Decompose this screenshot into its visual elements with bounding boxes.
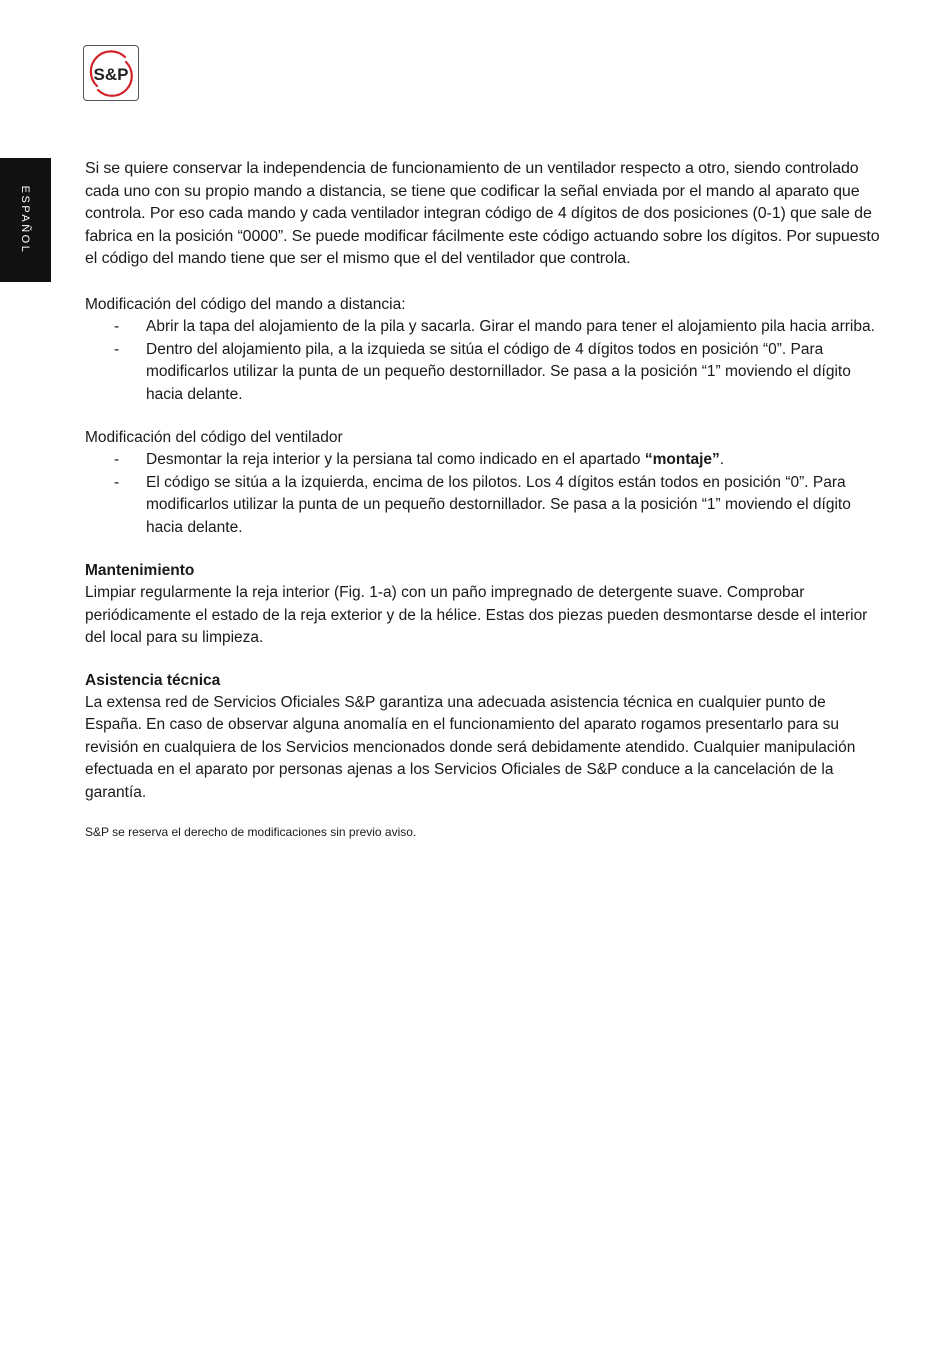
- list-dash: -: [114, 318, 120, 336]
- maintenance-title: Mantenimiento: [85, 562, 195, 580]
- list-item: [85, 339, 880, 406]
- list-item-text: Desmontar la reja interior y la persiana tal como indicado en el apartado: [146, 451, 645, 469]
- list-dash: -: [114, 473, 120, 491]
- maintenance-section: [85, 560, 880, 650]
- list-dash: -: [114, 451, 120, 469]
- intro-paragraph: Si se quiere conservar la independencia de funcionamiento de un ventilador respecto a otro, siendo controlado cada uno con su propio mando a distancia, se tiene que codificar la señal enviada por el mando al aparato que controla. Por eso cada mando y cada ventilador integran código de 4 dígitos de dos posiciones (0-1) que sale de fabrica en la posición “0000”. Se puede modificar fácilmente este código actuando sobre los dígitos. Por supuesto el código del mando tiene que ser el mismo que el del ventilador que controla.: [85, 160, 880, 268]
- list-dash: -: [114, 340, 120, 358]
- list-item: [85, 316, 880, 338]
- logo-text: S&P: [93, 65, 129, 84]
- logo-mark-icon: [84, 46, 138, 100]
- list-item-text: Dentro del alojamiento pila, a la izquieda se sitúa el código de 4 dígitos todos en posición “0”. Para modificarlos utilizar la punta de un pequeño destornillador. Se pasa a la posición “1” moviendo el dígito hacia delante.: [146, 340, 851, 403]
- support-section: [85, 670, 880, 804]
- language-tab: [0, 158, 51, 282]
- list-item: [85, 449, 880, 471]
- list-item-text-end: .: [719, 451, 725, 469]
- support-body: La extensa red de Servicios Oficiales S&P garantiza una adecuada asistencia técnica en cualquier punto de España. En caso de observar alguna anomalía en el funcionamiento del aparato rogamos presentarlo para su revisión en cualquiera de los Servicios mencionados donde será debidamente atendido. Cualquier manipulación efectuada en el aparato por personas ajenas a los Servicios Oficiales de S&P conduce a la cancelación de la garantía.: [85, 694, 856, 801]
- montaje-reference: “montaje”: [644, 451, 720, 469]
- language-tab-label: ESPAÑOL: [19, 185, 31, 255]
- fan-code-heading: Modificación del código del ventilador: [85, 429, 343, 446]
- remote-code-steps: [85, 316, 880, 406]
- list-item-text: Abrir la tapa del alojamiento de la pila y sacarla. Girar el mando para tener el alojamiento pila hacia arriba.: [146, 318, 875, 336]
- fan-code-steps: [85, 449, 880, 539]
- support-title: Asistencia técnica: [85, 671, 221, 689]
- maintenance-body: Limpiar regularmente la reja interior (Fig. 1-a) con un paño impregnado de detergente suave. Comprobar periódicamente el estado de la reja exterior y de la hélice. Estas dos piezas pueden desmontarse desde el interior del local para su limpieza.: [85, 584, 868, 647]
- remote-code-heading: Modificación del código del mando a distancia:: [85, 295, 406, 313]
- document-body: [85, 158, 880, 840]
- disclaimer: S&P se reserva el derecho de modificaciones sin previo aviso.: [85, 825, 417, 840]
- list-item: [85, 472, 880, 539]
- brand-logo: [83, 45, 139, 101]
- list-item-text: El código se sitúa a la izquierda, encima de los pilotos. Los 4 dígitos están todos en posición “0”. Para modificarlos utilizar la punta de un pequeño destornillador. Se pasa a la posición “1” moviendo el dígito hacia delante.: [146, 473, 851, 536]
